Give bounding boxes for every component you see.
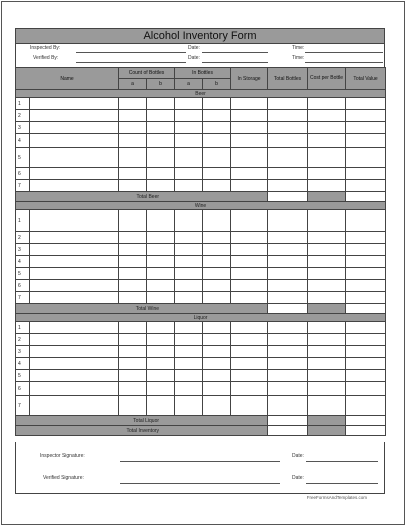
table-cell[interactable] <box>346 134 386 148</box>
table-cell[interactable] <box>147 244 175 256</box>
table-cell[interactable] <box>346 382 386 396</box>
table-cell[interactable] <box>203 334 231 346</box>
time-label-2: Time: <box>292 55 305 61</box>
row-number: 5 <box>16 268 30 280</box>
table-cell[interactable] <box>175 346 203 358</box>
table-cell[interactable] <box>308 334 346 346</box>
table-cell[interactable] <box>231 180 268 192</box>
table-cell[interactable] <box>308 280 346 292</box>
time-field-2[interactable] <box>305 62 383 63</box>
table-cell[interactable] <box>119 334 147 346</box>
table-cell[interactable] <box>119 244 147 256</box>
form-title: Alcohol Inventory Form <box>15 28 385 44</box>
row-number: 7 <box>16 396 30 416</box>
table-cell[interactable] <box>231 256 268 268</box>
table-cell[interactable] <box>231 370 268 382</box>
row-number: 4 <box>16 256 30 268</box>
table-cell[interactable] <box>346 98 386 110</box>
table-cell[interactable] <box>203 346 231 358</box>
table-cell[interactable] <box>346 180 386 192</box>
footer-date-label: Date: <box>292 453 304 459</box>
table-cell[interactable] <box>268 148 308 168</box>
table-row <box>16 148 386 168</box>
table-cell[interactable] <box>30 280 119 292</box>
row-number: 2 <box>16 232 30 244</box>
row-number: 6 <box>16 280 30 292</box>
table-cell[interactable] <box>346 256 386 268</box>
table-cell[interactable] <box>119 292 147 304</box>
table-cell[interactable] <box>268 180 308 192</box>
table-cell[interactable] <box>175 396 203 416</box>
inspector-signature-label: Inspector Signature: <box>40 453 85 459</box>
table-cell[interactable] <box>147 256 175 268</box>
table-cell[interactable] <box>231 232 268 244</box>
table-cell[interactable] <box>175 122 203 134</box>
table-cell[interactable] <box>30 396 119 416</box>
table-cell[interactable] <box>268 232 308 244</box>
row-number: 4 <box>16 134 30 148</box>
table-cell[interactable] <box>147 210 175 232</box>
table-cell[interactable] <box>308 370 346 382</box>
table-cell[interactable] <box>119 168 147 180</box>
table-cell[interactable] <box>231 98 268 110</box>
table-cell[interactable] <box>175 180 203 192</box>
column-header-sub-b-2: b <box>203 79 231 90</box>
time-label: Time: <box>292 45 305 51</box>
inspected-by-label: Inspected By: <box>30 45 61 51</box>
table-cell[interactable] <box>308 322 346 334</box>
table-cell[interactable] <box>346 168 386 180</box>
date-field-2[interactable] <box>202 62 268 63</box>
table-row <box>16 322 386 334</box>
table-row <box>16 280 386 292</box>
column-header-in-bottles: In Bottles <box>175 68 231 79</box>
table-cell[interactable] <box>147 382 175 396</box>
verified-by-label: Verified By: <box>33 55 59 61</box>
table-cell[interactable] <box>119 110 147 122</box>
table-cell[interactable] <box>30 134 119 148</box>
section-total-label: Total Wine <box>16 304 268 314</box>
table-cell[interactable] <box>268 280 308 292</box>
footer-date-label-2: Date: <box>292 475 304 481</box>
date-label: Date: <box>188 45 200 51</box>
table-cell[interactable] <box>30 358 119 370</box>
table-cell[interactable] <box>147 358 175 370</box>
table-cell[interactable] <box>346 110 386 122</box>
table-cell[interactable] <box>30 168 119 180</box>
table-cell[interactable] <box>268 268 308 280</box>
table-row <box>16 268 386 280</box>
table-cell[interactable] <box>308 98 346 110</box>
total-cell[interactable] <box>346 416 386 426</box>
table-cell[interactable] <box>203 232 231 244</box>
row-number: 3 <box>16 122 30 134</box>
table-cell[interactable] <box>231 280 268 292</box>
table-cell[interactable] <box>203 382 231 396</box>
table-cell[interactable] <box>119 148 147 168</box>
table-cell[interactable] <box>119 122 147 134</box>
form-meta <box>15 44 385 67</box>
table-row <box>16 370 386 382</box>
row-number: 6 <box>16 382 30 396</box>
row-number: 2 <box>16 334 30 346</box>
table-cell[interactable] <box>30 98 119 110</box>
table-row <box>16 334 386 346</box>
table-cell[interactable] <box>346 232 386 244</box>
table-cell[interactable] <box>308 122 346 134</box>
table-cell[interactable] <box>175 134 203 148</box>
table-cell[interactable] <box>346 292 386 304</box>
grand-total-cell[interactable] <box>268 426 308 436</box>
table-row <box>16 98 386 110</box>
table-row <box>16 210 386 232</box>
table-cell[interactable] <box>175 168 203 180</box>
table-cell[interactable] <box>30 382 119 396</box>
table-cell[interactable] <box>119 134 147 148</box>
total-cell <box>308 304 346 314</box>
table-cell[interactable] <box>147 168 175 180</box>
table-cell[interactable] <box>175 110 203 122</box>
table-cell[interactable] <box>175 370 203 382</box>
table-cell[interactable] <box>268 210 308 232</box>
table-cell[interactable] <box>346 280 386 292</box>
table-cell[interactable] <box>308 358 346 370</box>
table-cell[interactable] <box>147 370 175 382</box>
table-cell[interactable] <box>268 358 308 370</box>
table-cell[interactable] <box>30 292 119 304</box>
table-cell[interactable] <box>175 244 203 256</box>
table-cell[interactable] <box>175 292 203 304</box>
section-total-label: Total Beer <box>16 192 268 202</box>
total-cell[interactable] <box>268 304 308 314</box>
table-row <box>16 382 386 396</box>
table-row <box>16 122 386 134</box>
table-cell[interactable] <box>30 370 119 382</box>
table-cell[interactable] <box>308 382 346 396</box>
row-number: 1 <box>16 98 30 110</box>
table-cell[interactable] <box>203 210 231 232</box>
inventory-table <box>15 67 386 436</box>
table-cell[interactable] <box>30 148 119 168</box>
table-cell[interactable] <box>203 256 231 268</box>
table-cell[interactable] <box>203 292 231 304</box>
table-cell[interactable] <box>346 346 386 358</box>
table-cell[interactable] <box>203 110 231 122</box>
table-cell[interactable] <box>308 148 346 168</box>
table-cell[interactable] <box>203 268 231 280</box>
table-cell[interactable] <box>147 396 175 416</box>
column-header-per-bottle: Cost per Bottle <box>308 68 346 90</box>
table-row <box>16 134 386 148</box>
table-cell[interactable] <box>231 168 268 180</box>
row-number: 6 <box>16 168 30 180</box>
table-row <box>16 346 386 358</box>
table-cell[interactable] <box>119 396 147 416</box>
footer-date-field-2[interactable] <box>306 483 378 484</box>
table-cell[interactable] <box>231 382 268 396</box>
table-cell[interactable] <box>346 210 386 232</box>
table-cell[interactable] <box>175 322 203 334</box>
table-cell[interactable] <box>308 110 346 122</box>
table-cell[interactable] <box>346 322 386 334</box>
table-cell[interactable] <box>175 268 203 280</box>
table-cell[interactable] <box>203 180 231 192</box>
total-cell <box>308 192 346 202</box>
row-number: 3 <box>16 244 30 256</box>
table-cell[interactable] <box>346 358 386 370</box>
total-cell <box>308 416 346 426</box>
table-cell[interactable] <box>308 134 346 148</box>
table-row <box>16 180 386 192</box>
table-cell[interactable] <box>30 322 119 334</box>
verified-signature-field[interactable] <box>120 483 280 484</box>
signature-block <box>15 442 385 494</box>
row-number: 7 <box>16 180 30 192</box>
column-header-storage: In Storage <box>231 68 268 90</box>
table-cell[interactable] <box>268 334 308 346</box>
grand-total-cell[interactable] <box>346 426 386 436</box>
table-cell[interactable] <box>268 110 308 122</box>
column-header-name: Name <box>16 68 119 90</box>
total-cell[interactable] <box>268 192 308 202</box>
column-header-sub-a: a <box>119 79 147 90</box>
form-sheet <box>1 1 405 525</box>
table-cell[interactable] <box>231 122 268 134</box>
table-cell[interactable] <box>30 232 119 244</box>
table-cell[interactable] <box>231 292 268 304</box>
table-row <box>16 256 386 268</box>
table-cell[interactable] <box>308 168 346 180</box>
table-cell[interactable] <box>231 244 268 256</box>
table-cell[interactable] <box>346 370 386 382</box>
row-number: 5 <box>16 148 30 168</box>
table-cell[interactable] <box>147 148 175 168</box>
inspector-signature-field[interactable] <box>120 461 280 462</box>
credit-text: FreeFormsAndTemplates.com <box>306 495 367 500</box>
section-header: Beer <box>16 90 386 98</box>
table-cell[interactable] <box>346 268 386 280</box>
table-cell[interactable] <box>175 210 203 232</box>
table-cell[interactable] <box>346 244 386 256</box>
table-cell[interactable] <box>203 370 231 382</box>
table-cell[interactable] <box>30 110 119 122</box>
table-cell[interactable] <box>147 180 175 192</box>
inspected-by-field[interactable] <box>76 52 186 53</box>
table-cell[interactable] <box>308 210 346 232</box>
table-cell[interactable] <box>175 232 203 244</box>
row-number: 7 <box>16 292 30 304</box>
date-field[interactable] <box>202 52 268 53</box>
table-cell[interactable] <box>175 334 203 346</box>
table-row <box>16 396 386 416</box>
verified-signature-label: Verified Signature: <box>43 475 84 481</box>
table-cell[interactable] <box>308 232 346 244</box>
table-cell[interactable] <box>30 244 119 256</box>
table-row <box>16 358 386 370</box>
column-header-total-bottles: Total Bottles <box>268 68 308 90</box>
table-cell[interactable] <box>147 268 175 280</box>
table-row <box>16 292 386 304</box>
row-number: 5 <box>16 370 30 382</box>
table-cell[interactable] <box>231 322 268 334</box>
table-cell[interactable] <box>231 210 268 232</box>
table-cell[interactable] <box>30 122 119 134</box>
row-number: 1 <box>16 210 30 232</box>
table-cell[interactable] <box>119 280 147 292</box>
table-cell[interactable] <box>268 256 308 268</box>
row-number: 4 <box>16 358 30 370</box>
table-cell[interactable] <box>268 98 308 110</box>
table-cell[interactable] <box>175 148 203 168</box>
table-cell[interactable] <box>308 396 346 416</box>
table-cell[interactable] <box>203 280 231 292</box>
table-cell[interactable] <box>147 334 175 346</box>
table-cell[interactable] <box>308 244 346 256</box>
table-cell[interactable] <box>203 148 231 168</box>
table-cell[interactable] <box>268 292 308 304</box>
table-cell[interactable] <box>231 334 268 346</box>
table-cell[interactable] <box>346 334 386 346</box>
table-cell[interactable] <box>147 346 175 358</box>
column-header-sub-b: b <box>147 79 175 90</box>
table-cell[interactable] <box>231 346 268 358</box>
table-cell[interactable] <box>231 134 268 148</box>
table-cell[interactable] <box>308 268 346 280</box>
total-cell[interactable] <box>268 416 308 426</box>
table-cell[interactable] <box>175 98 203 110</box>
table-cell[interactable] <box>119 268 147 280</box>
table-cell[interactable] <box>268 244 308 256</box>
table-cell[interactable] <box>203 98 231 110</box>
table-cell[interactable] <box>203 396 231 416</box>
table-cell[interactable] <box>203 244 231 256</box>
table-cell[interactable] <box>175 358 203 370</box>
table-cell[interactable] <box>119 346 147 358</box>
table-cell[interactable] <box>268 122 308 134</box>
table-cell[interactable] <box>147 232 175 244</box>
table-cell[interactable] <box>175 280 203 292</box>
total-cell[interactable] <box>346 192 386 202</box>
table-cell[interactable] <box>119 232 147 244</box>
table-cell[interactable] <box>268 346 308 358</box>
table-cell[interactable] <box>231 268 268 280</box>
table-cell[interactable] <box>119 370 147 382</box>
table-cell[interactable] <box>203 322 231 334</box>
table-cell[interactable] <box>147 110 175 122</box>
table-cell[interactable] <box>268 168 308 180</box>
row-number: 1 <box>16 322 30 334</box>
table-cell[interactable] <box>203 122 231 134</box>
table-cell[interactable] <box>231 358 268 370</box>
section-header: Wine <box>16 202 386 210</box>
table-cell[interactable] <box>308 180 346 192</box>
grand-total-label: Total Inventory <box>16 426 268 436</box>
table-cell[interactable] <box>346 396 386 416</box>
table-cell[interactable] <box>119 322 147 334</box>
table-cell[interactable] <box>147 322 175 334</box>
table-cell[interactable] <box>231 148 268 168</box>
table-cell[interactable] <box>268 370 308 382</box>
table-cell[interactable] <box>30 180 119 192</box>
table-cell[interactable] <box>147 280 175 292</box>
table-cell[interactable] <box>147 98 175 110</box>
table-cell[interactable] <box>119 98 147 110</box>
column-header-sub-a-2: a <box>175 79 203 90</box>
table-cell[interactable] <box>268 134 308 148</box>
table-cell[interactable] <box>308 292 346 304</box>
table-cell[interactable] <box>119 382 147 396</box>
verified-by-field[interactable] <box>76 62 186 63</box>
table-cell[interactable] <box>30 210 119 232</box>
table-cell[interactable] <box>175 256 203 268</box>
table-cell[interactable] <box>119 210 147 232</box>
grand-total-cell <box>308 426 346 436</box>
table-cell[interactable] <box>175 382 203 396</box>
table-cell[interactable] <box>346 122 386 134</box>
time-field[interactable] <box>305 52 383 53</box>
row-number: 3 <box>16 346 30 358</box>
table-cell[interactable] <box>147 122 175 134</box>
table-cell[interactable] <box>308 256 346 268</box>
table-row <box>16 110 386 122</box>
table-cell[interactable] <box>268 382 308 396</box>
table-cell[interactable] <box>231 110 268 122</box>
table-cell[interactable] <box>203 134 231 148</box>
table-cell[interactable] <box>147 134 175 148</box>
footer-date-field[interactable] <box>306 461 378 462</box>
table-cell[interactable] <box>119 256 147 268</box>
table-cell[interactable] <box>119 358 147 370</box>
table-cell[interactable] <box>30 256 119 268</box>
table-cell[interactable] <box>268 396 308 416</box>
table-row <box>16 232 386 244</box>
table-cell[interactable] <box>30 268 119 280</box>
table-cell[interactable] <box>119 180 147 192</box>
table-cell[interactable] <box>231 396 268 416</box>
column-header-total-value: Total Value <box>346 68 386 90</box>
column-header-count-bottles: Count of Bottles <box>119 68 175 79</box>
table-cell[interactable] <box>30 346 119 358</box>
table-cell[interactable] <box>203 358 231 370</box>
table-cell[interactable] <box>308 346 346 358</box>
section-header: Liquor <box>16 314 386 322</box>
table-row <box>16 244 386 256</box>
table-cell[interactable] <box>268 322 308 334</box>
date-label-2: Date: <box>188 55 200 61</box>
table-cell[interactable] <box>147 292 175 304</box>
total-cell[interactable] <box>346 304 386 314</box>
table-row <box>16 168 386 180</box>
section-total-label: Total Liquor <box>16 416 268 426</box>
row-number: 2 <box>16 110 30 122</box>
table-cell[interactable] <box>203 168 231 180</box>
table-cell[interactable] <box>30 334 119 346</box>
table-cell[interactable] <box>346 148 386 168</box>
